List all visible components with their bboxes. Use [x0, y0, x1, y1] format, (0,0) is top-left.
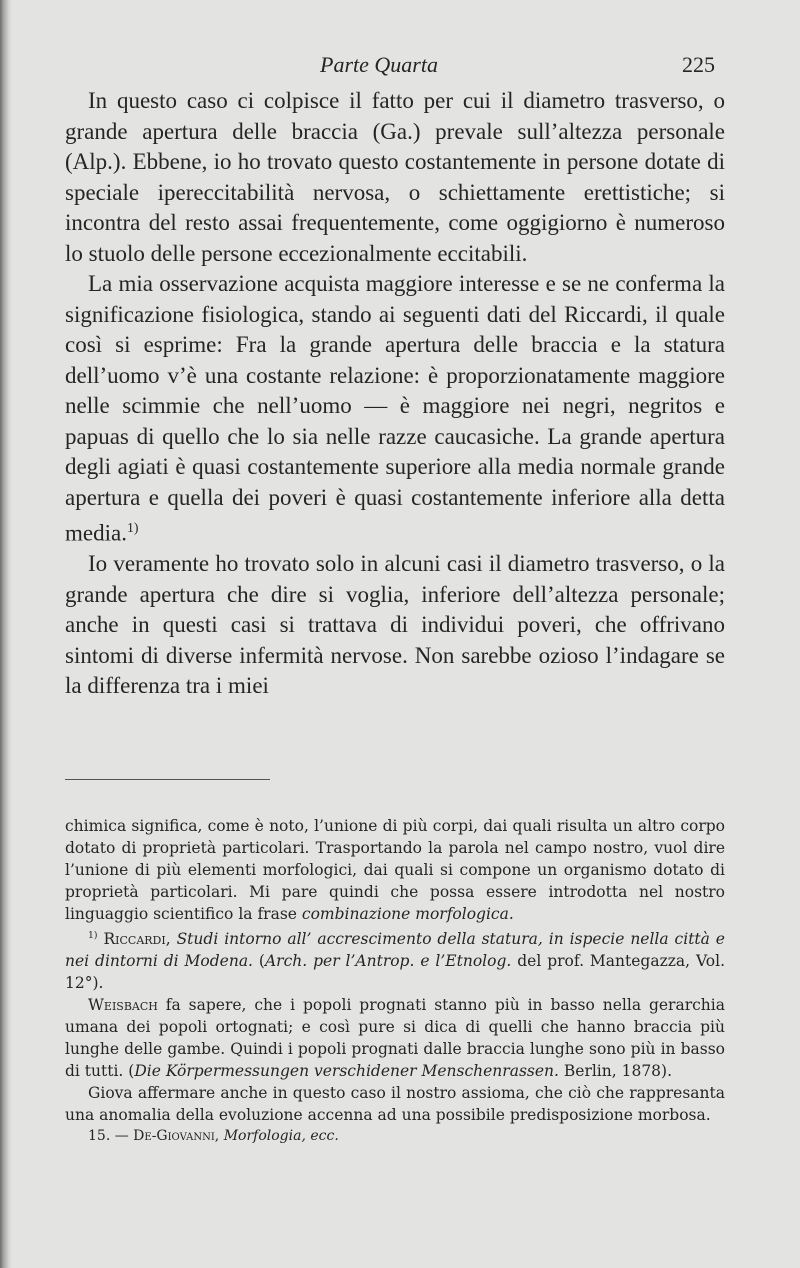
footnote-weisbach-author: Weisbach — [88, 996, 158, 1015]
footnote-weisbach: Weisbach fa sapere, che i popoli prognati stanno più in basso nella gerarchia umana dei popoli ortognati; e così pure si dica di quelli che hanno braccia più lunghe delle gambe. Quindi i popoli prognati dalle braccia lunghe sono più in basso di tutti. (Die Körpermessungen verschidener Menschenrassen. Berlin, 1878). — [65, 996, 725, 1081]
body-paragraph-3: Io veramente ho trovato solo in alcuni casi il diametro trasverso, o la grande apertura che dire si voglia, inferiore dell’altezza personale; anche in questi casi si trattava di individui poveri, che offrivano sintomi di diverse infermità nervose. Non sarebbe ozioso l’indagare se la differenza tra i miei — [65, 551, 725, 699]
signature-work: Morfologia, ecc. — [223, 1128, 339, 1144]
body-paragraph-1: In questo caso ci colpisce il fatto per cui il diametro trasverso, o grande apertura delle braccia (Ga.) prevale sull’altezza personale (Alp.). Ebbene, io ho trovato questo costantemente in persone dotate di speciale ipereccitabilità nervosa, o schiettamente erettistiche; si incontra del resto assai frequentemente, come oggigiorno è numeroso lo stuolo delle persone eccezionalmente eccitabili. — [65, 88, 725, 266]
footnote-1-journal: Arch. per l’Antrop. e l’Etnolog. — [264, 952, 512, 971]
page-number: 225 — [682, 52, 715, 77]
footnote-reference: 1) — [126, 520, 139, 535]
main-text — [65, 86, 725, 702]
signature-number: 15. — — [88, 1128, 129, 1144]
footnotes — [65, 815, 725, 1126]
signature-author: De-Giovanni, — [133, 1128, 220, 1144]
footnote-weisbach-title: Die Körpermessungen verschidener Menschenrassen. — [134, 1062, 559, 1081]
footnote-separator — [65, 779, 270, 780]
footnote-continuation: chimica significa, come è noto, l’unione di più corpi, dai quali risulta un altro corpo dotato di proprietà particolari. Trasportando la parola nel campo nostro, vuol dire l’unione di più elementi morfologici, dai quali si compone un organismo dotato di proprietà particolari. Mi pare quindi che possa essere introdotta nel nostro linguaggio scientifico la frase combinazione morfologica. — [65, 817, 725, 923]
body-paragraph-2 — [65, 269, 725, 549]
footnote-1-marker: 1) — [88, 930, 98, 941]
running-title: Parte Quarta — [320, 52, 438, 77]
page-edge-shadow — [0, 0, 12, 1268]
footnote-giova: Giova affermare anche in questo caso il nostro assioma, che ciò che rappresanta una anomalia della evoluzione accenna ad una possibile predisposizione morbosa. — [65, 1084, 725, 1125]
footnote-italic-phrase: combinazione morfologica. — [301, 905, 514, 923]
page-header — [65, 52, 715, 82]
footnote-1-title: Studi intorno all’ accrescimento della statura, in ispecie nella città e nei dintorni di Modena. — [65, 930, 725, 971]
footnote-1-author: Riccardi, — [103, 930, 171, 949]
body-paragraph-2-text: La mia osservazione acquista maggiore interesse e se ne conferma la significazione fisiologica, stando ai seguenti dati del Riccardi, il quale così si esprime: Fra la grande apertura delle braccia e la statura dell’uomo v’è una costante relazione: è proporzionatamente maggiore nelle scimmie che nell’uomo — è maggiore nei negri, negritos e papuas di quello che lo sia nelle razze caucasiche. La grande apertura degli agiati è quasi costantemente superiore alla media normale grande apertura e quella dei poveri è quasi costantemente inferiore alla detta media. — [65, 271, 725, 546]
signature-line — [88, 1128, 339, 1144]
footnote-1: $^{1)}$ Riccardi, Studi intorno all’ accrescimento della statura, in ispecie nella città e nei dintorni di Modena. (Arch. per l’Antrop. e l’Etnolog. del prof. Mantegazza, Vol. 12°). — [65, 930, 725, 993]
